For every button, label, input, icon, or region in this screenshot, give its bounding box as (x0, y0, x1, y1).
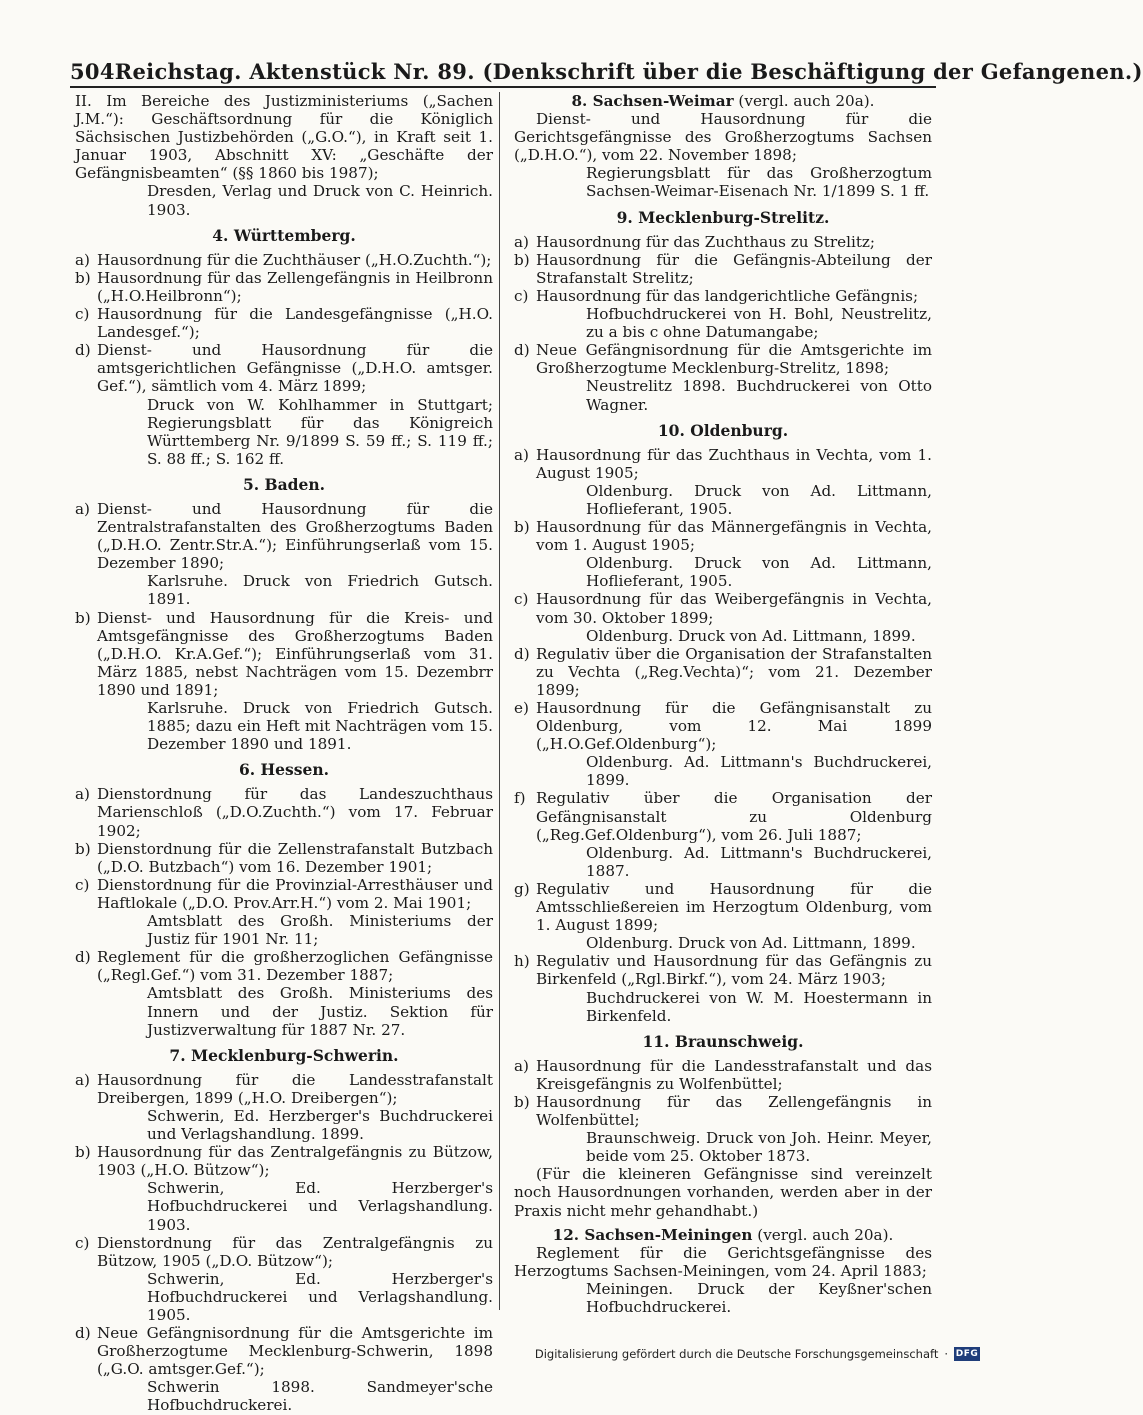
list-item: b) Hausordnung für das Zellengefängnis in Heilbronn („H.O.Heilbronn“); (75, 268, 493, 305)
publication-note: Schwerin, Ed. Herzberger's Hofbuchdruckerei und Verlagshandlung. 1903. (147, 1179, 493, 1234)
list-item: a) Hausordnung für das Zuchthaus zu Strelitz; (514, 232, 876, 251)
publication-note: Schwerin, Ed. Herzberger's Hofbuchdruckerei und Verlagshandlung. 1905. (147, 1269, 493, 1324)
roman-label: II. (75, 92, 92, 110)
publication-note: Oldenburg. Druck von Ad. Littmann, Hoflieferant, 1905. (586, 481, 932, 518)
publication-note: Amtsblatt des Großh. Ministeriums des Innern und der Justiz. Sektion für Justizverwaltung für 1887 Nr. 27. (147, 984, 493, 1039)
list-item: c) Dienstordnung für die Provinzial-Arresthäuser und Haftlokale („D.O. Prov.Arr.H.“) vom 2. Mai 1901; (75, 875, 493, 912)
entry-text: Dienst- und Hausordnung für die Gerichtsgefängnisse des Großherzogtums Sachsen („D.H.O.“), vom 22. November 1898; (514, 110, 932, 165)
publication-note: Meiningen. Druck der Keyßner'schen Hofbuchdruckerei. (586, 1279, 932, 1316)
credit-separator: · (944, 1347, 948, 1361)
column-divider (499, 92, 500, 1310)
publication-note: Karlsruhe. Druck von Friedrich Gutsch. 1891. (147, 572, 493, 609)
list-item: b) Dienst- und Hausordnung für die Kreis- und Amtsgefängnisse des Großherzogtums Baden („D.H.O. Kr.A.Gef.“); Einführungserlaß vom 31. März 1885, nebst Nachträgen vom 15. Dezembrr 1890 und 1891; (75, 608, 493, 699)
publication-note: Schwerin, Ed. Herzberger's Buchdruckerei und Verlagshandlung. 1899. (147, 1106, 493, 1144)
section-title: 6. Hessen. (238, 760, 330, 780)
publication-note: Neustrelitz 1898. Buchdruckerei von Otto Wagner. (586, 377, 932, 414)
section-title: 5. Baden. (242, 474, 326, 494)
list-item: g) Regulativ und Hausordnung für die Amtsschließereien im Herzogtum Oldenburg, vom 1. August 1899; (514, 879, 932, 935)
right-column (514, 92, 932, 1316)
list-item: c) Dienstordnung für das Zentralgefängnis zu Bützow, 1905 („D.O. Bützow“); (75, 1233, 493, 1270)
list-item: c) Hausordnung für das landgerichtliche Gefängnis; (514, 286, 919, 305)
section-title: 12. Sachsen-Meiningen (vergl. auch 20a). (552, 1225, 894, 1244)
publication-note: Karlsruhe. Druck von Friedrich Gutsch. 1885; dazu ein Heft mit Nachträgen vom 15. Dezember 1890 und 1891. (147, 699, 493, 754)
publication-note: Oldenburg. Ad. Littmann's Buchdruckerei, 1887. (586, 843, 932, 880)
list-item: f) Regulativ über die Organisation der Gefängnisanstalt zu Oldenburg („Reg.Gef.Oldenburg“), vom 26. Juli 1887; (514, 789, 932, 844)
list-item: d) Neue Gefängnisordnung für die Amtsgerichte im Großherzogtume Mecklenburg-Strelitz, 1898; (514, 341, 932, 378)
publication-note: Oldenburg. Druck von Ad. Littmann, 1899. (586, 626, 916, 645)
header-rule (70, 86, 936, 88)
list-item: b) Dienstordnung für die Zellenstrafanstalt Butzbach („D.O. Butzbach“) vom 16. Dezember 1901; (75, 839, 493, 876)
list-item: d) Neue Gefängnisordnung für die Amtsgerichte im Großherzogtume Mecklenburg-Schwerin, 1898 („G.O. amtsger.Gef.“); (75, 1324, 493, 1379)
publication-note: Oldenburg. Druck von Ad. Littmann, 1899. (586, 934, 916, 953)
list-item: a) Hausordnung für das Zuchthaus in Vechta, vom 1. August 1905; (514, 445, 932, 482)
publication-note: Oldenburg. Ad. Littmann's Buchdruckerei, 1899. (586, 753, 932, 790)
list-item: a) Dienstordnung für das Landeszuchthaus Marienschloß („D.O.Zuchth.“) vom 17. Februar 1902; (75, 785, 493, 840)
publication-note: Amtsblatt des Großh. Ministeriums der Justiz für 1901 Nr. 11; (147, 912, 493, 949)
list-item: b) Hausordnung für das Männergefängnis in Vechta, vom 1. August 1905; (514, 518, 932, 555)
left-column (75, 92, 493, 1415)
section-title: 10. Oldenburg. (657, 420, 789, 440)
remark: (Für die kleineren Gefängnisse sind vereinzelt noch Hausordnungen vorhanden, werden aber in der Praxis nicht mehr gehandhabt.) (514, 1165, 932, 1220)
list-item: a) Hausordnung für die Landesstrafanstalt und das Kreisgefängnis zu Wolfenbüttel; (514, 1056, 932, 1093)
page-header (70, 40, 1143, 84)
publication-note: Oldenburg. Druck von Ad. Littmann, Hoflieferant, 1905. (586, 554, 932, 591)
list-item: h) Regulativ und Hausordnung für das Gefängnis zu Birkenfeld („Rgl.Birkf.“), vom 24. März 1903; (514, 952, 932, 989)
list-item: b) Hausordnung für das Zellengefängnis in Wolfenbüttel; (514, 1092, 932, 1130)
publication-note: Druck von W. Kohlhammer in Stuttgart; Regierungsblatt für das Königreich Württemberg Nr. 9/1899 S. 59 ff.; S. 119 ff.; S. 88 ff.; S. 162 ff. (147, 395, 493, 468)
list-item: e) Hausordnung für die Gefängnisanstalt zu Oldenburg, vom 12. Mai 1899 („H.O.Gef.Oldenburg“); (514, 699, 932, 754)
entry-text: Reglement für die Gerichtsgefängnisse des Herzogtums Sachsen-Meiningen, vom 24. April 1883; (514, 1243, 932, 1280)
digitization-credit (535, 1343, 980, 1365)
running-title: Reichstag. Aktenstück Nr. 89. (Denkschrift über die Beschäftigung der Gefangenen.) (114, 59, 1143, 84)
list-item: c) Hausordnung für die Landesgefängnisse („H.O. Landesgef.“); (75, 305, 493, 342)
credit-text: Digitalisierung gefördert durch die Deutsche Forschungsgemeinschaft (534, 1347, 939, 1361)
section-title: 7. Mecklenburg-Schwerin. (169, 1045, 399, 1065)
list-item: b) Hausordnung für das Zentralgefängnis zu Bützow, 1903 („H.O. Bützow“); (75, 1143, 493, 1180)
publication-note: Braunschweig. Druck von Joh. Heinr. Meyer, beide vom 25. Oktober 1873. (586, 1129, 932, 1166)
publication-note: Regierungsblatt für das Großherzogtum Sachsen-Weimar-Eisenach Nr. 1/1899 S. 1 ff. (586, 164, 932, 201)
section-title: 11. Braunschweig. (642, 1031, 804, 1051)
publication-note: Buchdruckerei von W. M. Hoestermann in Birkenfeld. (586, 988, 932, 1025)
list-item: d) Reglement für die großherzoglichen Gefängnisse („Regl.Gef.“) vom 31. Dezember 1887; (75, 948, 493, 985)
publication-note: Dresden, Verlag und Druck von C. Heinrich. 1903. (147, 182, 493, 219)
list-item: d) Dienst- und Hausordnung für die amtsgerichtlichen Gefängnisse („D.H.O. amtsger. Gef.“), sämtlich vom 4. März 1899; (75, 341, 493, 396)
roman-entry (75, 92, 493, 182)
list-item: a) Hausordnung für die Landesstrafanstalt Dreibergen, 1899 („H.O. Dreibergen“); (75, 1070, 493, 1107)
list-item: c) Hausordnung für das Weibergefängnis in Vechta, vom 30. Oktober 1899; (514, 590, 932, 627)
page-number: 504 (70, 59, 115, 84)
roman-text: Im Bereiche des Justizministeriums („Sachen J.M.“): Geschäftsordnung für die Königlich Sächsischen Justizbehörden („G.O.“), in Kraft seit 1. Januar 1903, Abschnitt XV: „Geschäfte der Gefängnisbeamten“ (§§ 1860 bis 1987); (75, 92, 493, 183)
section-title: 8. Sachsen-Weimar (vergl. auch 20a). (571, 92, 875, 110)
list-item: a) Dienst- und Hausordnung für die Zentralstrafanstalten des Großherzogtums Baden („D.H.O. Zentr.Str.A.“); Einführungserlaß vom 15. Dezember 1890; (75, 499, 493, 573)
section-title: 9. Mecklenburg-Strelitz. (616, 207, 830, 227)
section-title: 4. Württemberg. (212, 225, 356, 245)
publication-note: Hofbuchdruckerei von H. Bohl, Neustrelitz, zu a bis c ohne Datumangabe; (586, 305, 932, 342)
list-item: b) Hausordnung für die Gefängnis-Abteilung der Strafanstalt Strelitz; (514, 250, 932, 287)
list-item: a) Hausordnung für die Zuchthäuser („H.O.Zuchth.“); (75, 250, 492, 269)
list-item: d) Regulativ über die Organisation der Strafanstalten zu Vechta („Reg.Vechta)“; vom 21. Dezember 1899; (514, 644, 932, 699)
dfg-logo-icon: DFG (955, 1349, 979, 1359)
publication-note: Schwerin 1898. Sandmeyer'sche Hofbuchdruckerei. (147, 1378, 493, 1415)
